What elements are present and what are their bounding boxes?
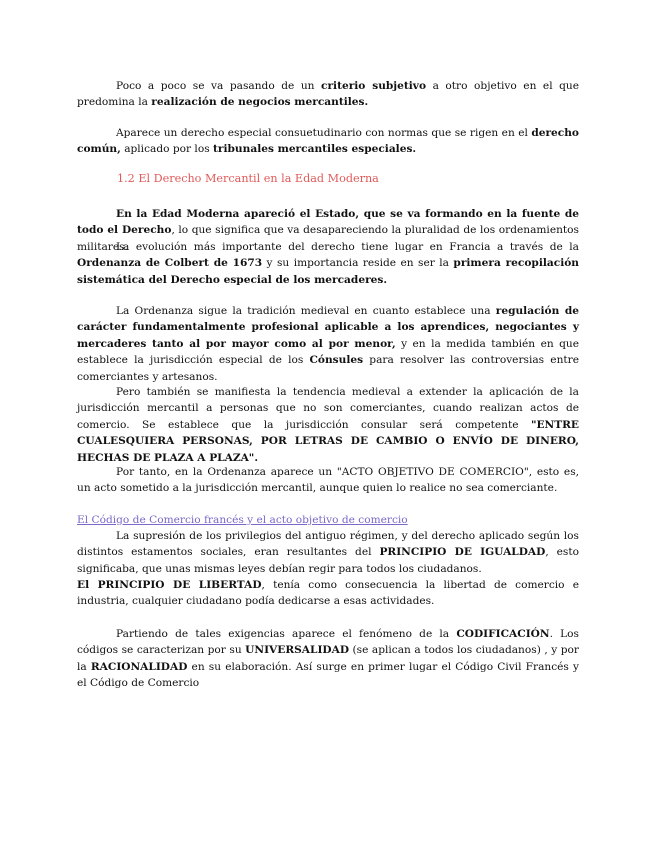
bold-text: En la Edad Moderna apareció el Estado, que se va formando en la fuente de todo el Derecho xyxy=(77,208,579,237)
text: a otro objetivo en el que predomina la xyxy=(77,80,579,109)
paragraph-6 xyxy=(77,384,579,466)
text: , tenía como consecuencia la libertad de comercio e industria, cualquier ciudadano podía dedicarse a esas actividades. xyxy=(77,579,579,608)
text: y en la medida también en que establece la jurisdicción especial de los xyxy=(77,337,579,367)
text: La supresión de los privilegios del antiguo régimen, y del derecho aplicado según los distintos estamentos sociales, eran resultantes del xyxy=(77,530,579,559)
bold-text: criterio subjetivo xyxy=(321,80,427,92)
section-heading: 1.2 El Derecho Mercantil en la Edad Moderna xyxy=(117,172,379,185)
text: La Ordenanza sigue la tradición medieval en cuanto establece una xyxy=(116,305,496,317)
text: , esto significaba, que unas mismas leyes debían regir para todos los ciudadanos. xyxy=(77,546,579,575)
bold-text: El PRINCIPIO DE LIBERTAD xyxy=(77,579,262,591)
paragraph-8 xyxy=(77,528,579,577)
paragraph-4 xyxy=(77,239,579,288)
text: para resolver las controversias entre comerciantes y artesanos. xyxy=(77,354,579,383)
text: La evolución más importante del derecho tiene lugar en Francia a través de la xyxy=(116,241,579,253)
paragraph-1 xyxy=(77,78,579,111)
paragraph-2 xyxy=(77,125,579,158)
text: Por tanto, en la Ordenanza aparece un "ACTO OBJETIVO DE COMERCIO", esto es, un acto sometido a la jurisdicción mercantil, aunque quien lo realice no sea comerciante. xyxy=(77,466,579,495)
text: . Los códigos se caracterizan por su xyxy=(77,628,579,657)
link-section xyxy=(77,512,579,528)
bold-text: realización de negocios mercantiles. xyxy=(151,96,369,109)
paragraph-5 xyxy=(77,303,579,385)
bold-text: CODIFICACIÓN xyxy=(456,628,550,640)
text: en su elaboración. Así surge en primer lugar el Código Civil Francés y el Código de Comercio xyxy=(77,660,579,690)
text: aplicado por los xyxy=(120,143,214,156)
bold-text: regulación de carácter fundamentalmente profesional aplicable a los aprendices, negociantes y mercaderes tanto al por mayor como al por menor, xyxy=(77,305,579,350)
bold-text: UNIVERSALIDAD xyxy=(245,644,350,657)
text: (se aplican a todos los ciudadanos) , y por la xyxy=(77,644,579,673)
text: Partiendo de tales exigencias aparece el fenómeno de la xyxy=(116,628,457,640)
bold-text: Ordenanza de Colbert de 1673 xyxy=(77,257,263,270)
section-link[interactable]: El Código de Comercio francés y el acto objetivo de comercio xyxy=(77,514,408,526)
paragraph-7 xyxy=(77,464,579,497)
bold-text: Cónsules xyxy=(309,354,364,367)
bold-text: PRINCIPIO DE IGUALDAD xyxy=(379,546,546,559)
text: Pero también se manifiesta la tendencia medieval a extender la aplicación de la jurisdicción mercantil a personas que no son comerciantes, cuando realizan actos de comercio. Se establece que la jurisdicción consular será competente xyxy=(77,386,579,431)
bold-text: RACIONALIDAD xyxy=(90,660,188,673)
paragraph-10 xyxy=(77,626,579,692)
bold-text: primera recopilación sistemática del Derecho especial de los mercaderes. xyxy=(77,257,579,286)
text: Aparece un derecho especial consuetudinario con normas que se rigen en el xyxy=(116,127,532,139)
text: y su importancia reside en ser la xyxy=(262,257,454,270)
bold-text: "ENTRE CUALESQUIERA PERSONAS, POR LETRAS DE CAMBIO O ENVÍO DE DINERO, HECHAS DE PLAZA A PLAZA". xyxy=(77,418,579,464)
text: , lo que significa que va desapareciendo la pluralidad de los ordenamientos militares. xyxy=(77,224,579,253)
bold-text: tribunales mercantiles especiales. xyxy=(213,143,417,156)
bold-text: derecho común, xyxy=(77,127,579,156)
text: Poco a poco se va pasando de un xyxy=(116,80,322,92)
paragraph-9 xyxy=(77,577,579,610)
